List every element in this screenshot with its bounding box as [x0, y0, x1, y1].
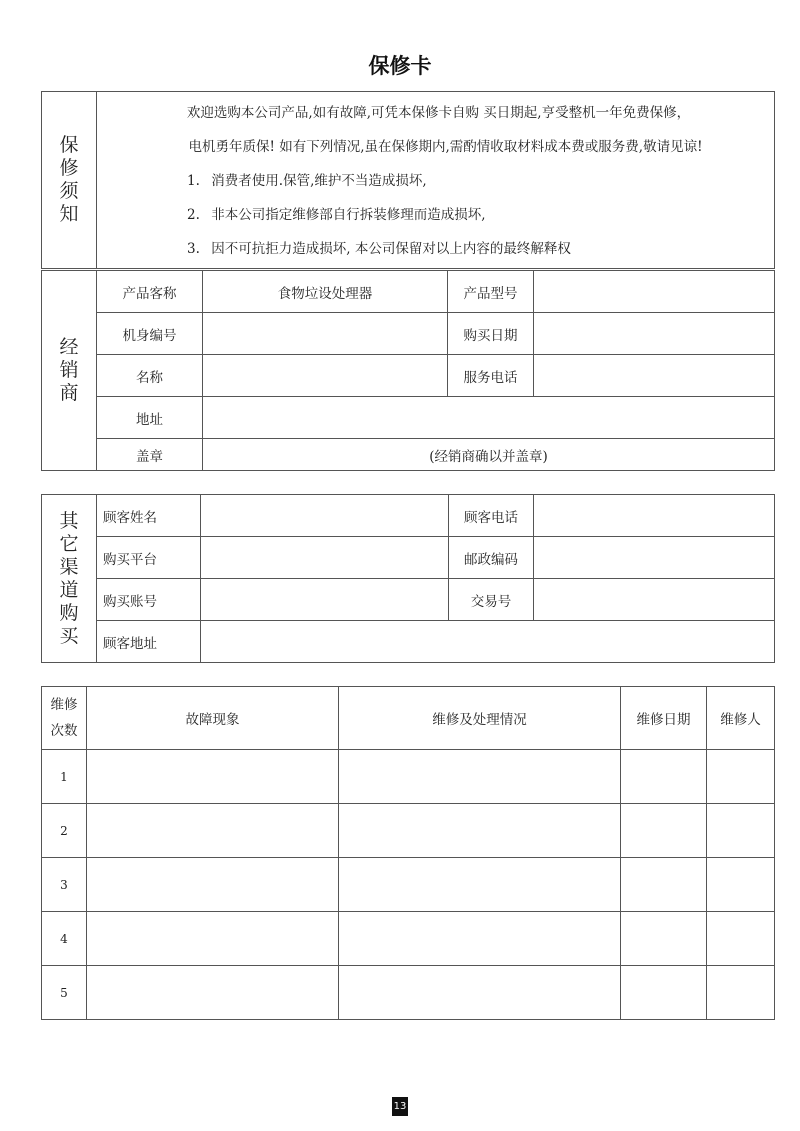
other-channel-table [41, 494, 775, 663]
repair-person-cell[interactable] [707, 804, 775, 858]
repair-row-number: 5 [42, 966, 87, 1020]
customer-name-field[interactable] [201, 495, 449, 537]
fault-header: 故障现象 [87, 687, 339, 750]
customer-phone-label: 顾客电话 [449, 495, 534, 537]
table-row [42, 804, 775, 858]
purchase-platform-field[interactable] [201, 537, 449, 579]
fault-cell[interactable] [87, 750, 339, 804]
trade-number-label: 交易号 [449, 579, 534, 621]
repair-date-cell[interactable] [621, 966, 707, 1020]
purchase-account-label: 购买账号 [97, 579, 201, 621]
serial-number-label: 机身编号 [97, 313, 203, 355]
fault-cell[interactable] [87, 912, 339, 966]
repair-date-cell[interactable] [621, 858, 707, 912]
purchase-date-label: 购买日期 [448, 313, 534, 355]
purchase-platform-label: 购买平台 [97, 537, 201, 579]
notice-line-2: 电机勇年质保! 如有下列情况,虽在保修期内,需酌情收取材料成本费或服务费,敬请见谅! [188, 139, 703, 155]
table-row [42, 750, 775, 804]
table-row [42, 858, 775, 912]
handling-header: 维修及处理情况 [339, 687, 621, 750]
customer-address-label: 顾客地址 [97, 621, 201, 663]
serial-number-field[interactable] [203, 313, 448, 355]
repair-row-number: 2 [42, 804, 87, 858]
repair-row-number: 1 [42, 750, 87, 804]
product-model-label: 产品型号 [448, 271, 534, 313]
repair-row-number: 3 [42, 858, 87, 912]
service-phone-label: 服务电话 [448, 355, 534, 397]
repair-date-cell[interactable] [621, 804, 707, 858]
dealer-section-label: 经销商 [42, 271, 97, 471]
repair-person-cell[interactable] [707, 912, 775, 966]
dealer-name-label: 名称 [97, 355, 203, 397]
customer-name-label: 顾客姓名 [97, 495, 201, 537]
repair-person-header: 维修人 [707, 687, 775, 750]
customer-phone-field[interactable] [534, 495, 775, 537]
repair-person-cell[interactable] [707, 966, 775, 1020]
stamp-label: 盖章 [97, 439, 203, 471]
purchase-account-field[interactable] [201, 579, 449, 621]
postcode-label: 邮政编码 [449, 537, 534, 579]
dealer-address-field[interactable] [203, 397, 775, 439]
customer-address-field[interactable] [201, 621, 775, 663]
page-title: 保修卡 [368, 54, 432, 78]
warranty-notice-table [41, 91, 775, 269]
repair-person-cell[interactable] [707, 858, 775, 912]
trade-number-field[interactable] [534, 579, 775, 621]
table-row [42, 912, 775, 966]
dealer-table [41, 270, 775, 471]
product-name-label: 产品客称 [97, 271, 203, 313]
repair-record-table [41, 686, 775, 1020]
repair-row-number: 4 [42, 912, 87, 966]
notice-line-1: 欢迎选购本公司产品,如有故障,可凭本保修卡自购 买日期起,亨受整机一年免费保修， [186, 105, 691, 121]
handling-cell[interactable] [339, 858, 621, 912]
repair-date-header: 维修日期 [621, 687, 707, 750]
service-phone-field[interactable] [534, 355, 775, 397]
handling-cell[interactable] [339, 966, 621, 1020]
repair-date-cell[interactable] [621, 750, 707, 804]
postcode-field[interactable] [534, 537, 775, 579]
repair-count-header: 维修 次数 [42, 687, 87, 750]
purchase-date-field[interactable] [534, 313, 775, 355]
notice-item: 3. 因不可抗拒力造成损坏, 本公司保留对以上内容的最终解释权 [187, 241, 571, 257]
stamp-field[interactable]: (经销商确以并盖章) [203, 439, 775, 471]
repair-person-cell[interactable] [707, 750, 775, 804]
fault-cell[interactable] [87, 804, 339, 858]
product-name-field[interactable]: 食物垃设处理器 [203, 271, 448, 313]
dealer-address-label: 地址 [97, 397, 203, 439]
page-number: 13 [392, 1097, 408, 1116]
notice-content [97, 92, 775, 269]
fault-cell[interactable] [87, 858, 339, 912]
handling-cell[interactable] [339, 750, 621, 804]
dealer-name-field[interactable] [203, 355, 448, 397]
other-channel-section-label: 其它渠道购买 [42, 495, 97, 663]
notice-section-label: 保修须知 [42, 92, 97, 269]
repair-date-cell[interactable] [621, 912, 707, 966]
notice-item: 1. 消费者使用.保管,维护不当造成损坏, [187, 173, 427, 189]
fault-cell[interactable] [87, 966, 339, 1020]
handling-cell[interactable] [339, 912, 621, 966]
notice-item: 2. 非本公司指定维修部自行拆装修理而造成损坏, [187, 207, 486, 223]
product-model-field[interactable] [534, 271, 775, 313]
table-row [42, 966, 775, 1020]
handling-cell[interactable] [339, 804, 621, 858]
